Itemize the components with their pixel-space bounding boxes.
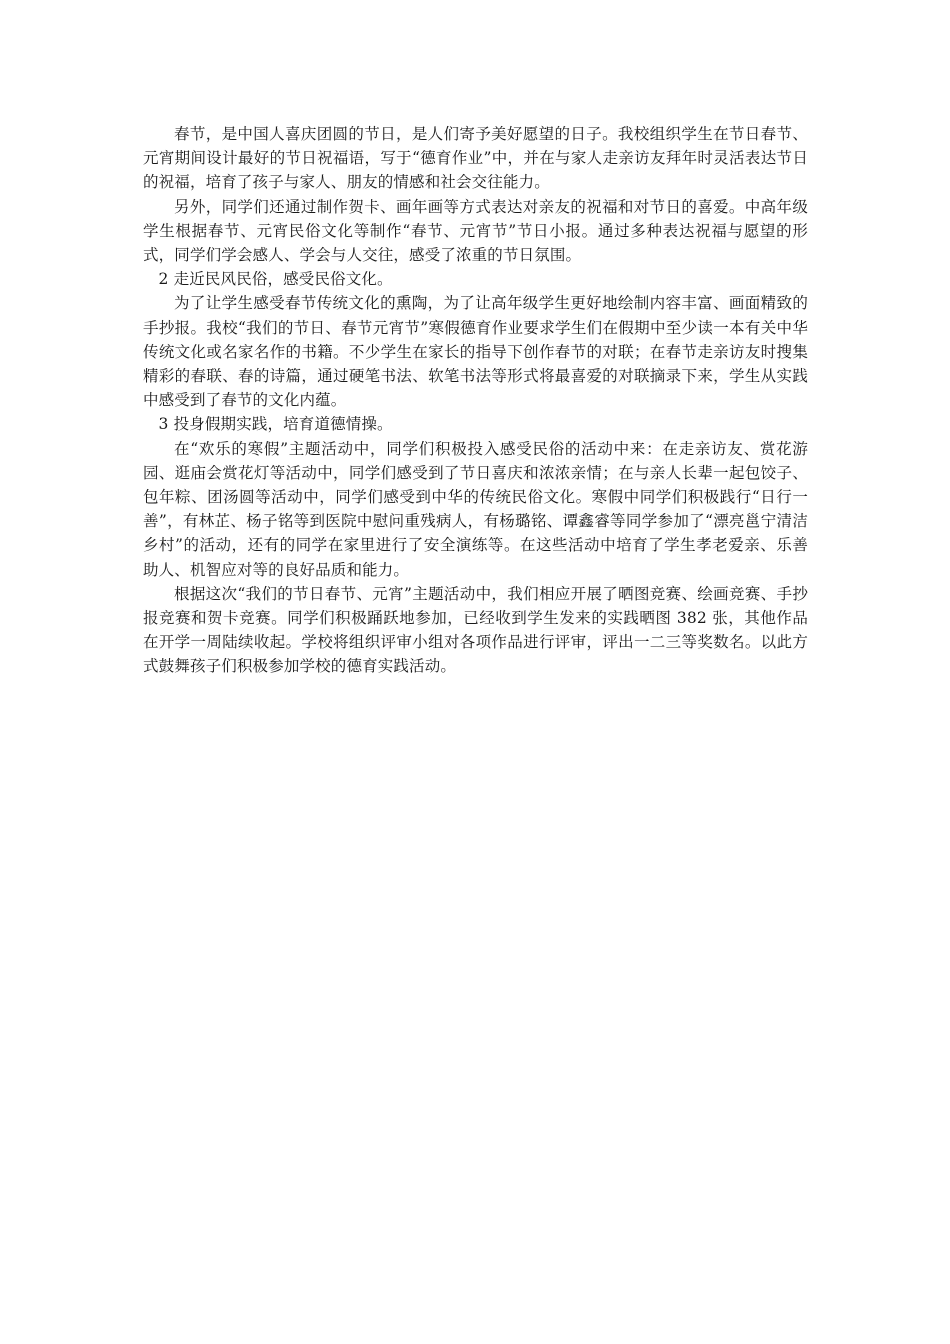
document-page [143,122,808,679]
paragraph-greeting-cards: 另外，同学们还通过制作贺卡、画年画等方式表达对亲友的祝福和对节日的喜爱。中高年级学生根据春节、元宵民俗文化等制作“春节、元宵节”节日小报。通过多种表达祝福与愿望的形式，同学们学会感人、学会与人交往，感受了浓重的节日氛围。 [143,197,808,265]
paragraph-spring-festival-intro: 春节，是中国人喜庆团圆的节日，是人们寄予美好愿望的日子。我校组织学生在节日春节、元宵期间设计最好的节日祝福语，写于“德育作业”中，并在与家人走亲访友拜年时灵活表达节日的祝福，培育了孩子与家人、朋友的情感和社会交往能力。 [143,125,808,192]
section-heading-folk-customs: 2 走近民风民俗，感受民俗文化。 [158,270,393,289]
paragraph-winter-activities: 在“欢乐的寒假”主题活动中，同学们积极投入感受民俗的活动中来：在走亲访友、赏花游园、逛庙会赏花灯等活动中，同学们感受到了节日喜庆和浓浓亲情；在与亲人长辈一起包饺子、包年粽、团汤圆等活动中，同学们感受到中华的传统民俗文化。寒假中同学们积极践行“日行一善”，有林芷、杨子铭等到医院中慰问重残病人，有杨璐铭、谭鑫睿等同学参加了“漂亮邕宁清洁乡村”的活动，还有的同学在家里进行了安全演练等。在这些活动中培育了学生孝老爱亲、乐善助人、机智应对等的良好品质和能力。 [143,439,808,579]
section-heading-holiday-practice: 3 投身假期实践，培育道德情操。 [158,415,393,434]
paragraph-traditional-culture: 为了让学生感受春节传统文化的熏陶，为了让高年级学生更好地绘制内容丰富、画面精致的手抄报。我校“我们的节日、春节元宵节”寒假德育作业要求学生们在假期中至少读一本有关中华传统文化或名家名作的书籍。不少学生在家长的指导下创作春节的对联；在春节走亲访友时搜集精彩的春联、春的诗篇，通过硬笔书法、软笔书法等形式将最喜爱的对联摘录下来，学生从实践中感受到了春节的文化内蕴。 [143,294,808,410]
paragraph-competitions: 根据这次“我们的节日春节、元宵”主题活动中，我们相应开展了晒图竞赛、绘画竞赛、手抄报竞赛和贺卡竞赛。同学们积极踊跃地参加，已经收到学生发来的实践晒图 382 张，其他作品在开学一周陆续收起。学校将组织评审小组对各项作品进行评审，评出一二三等奖数名。以此方式鼓舞孩子们积极参加学校的德育实践活动。 [143,584,808,676]
